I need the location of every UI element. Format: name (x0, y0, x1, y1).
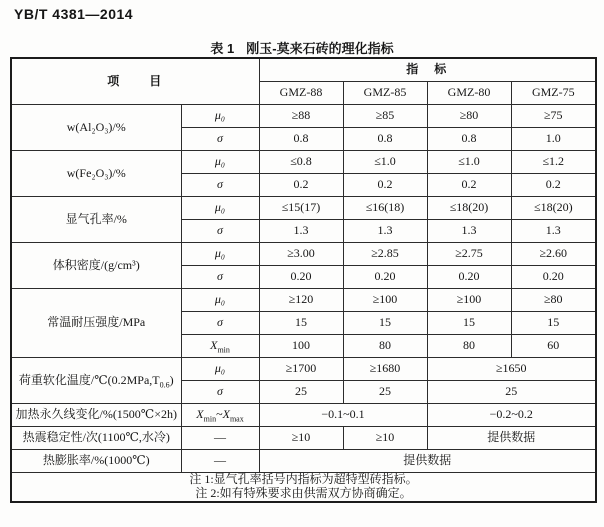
cell: 1.3 (427, 220, 511, 243)
cell: ≥2.60 (511, 243, 596, 266)
stat-sigma: σ (181, 266, 259, 289)
cell: 0.20 (427, 266, 511, 289)
cell: 60 (511, 335, 596, 358)
header-row-1 (11, 58, 596, 82)
cell: −0.2~0.2 (427, 404, 596, 427)
stat-mu: μ₀ (181, 197, 259, 220)
stat-sigma: σ (181, 312, 259, 335)
cell: 1.3 (343, 220, 427, 243)
note-2: 注 2:如有特殊要求由供需双方协商确定。 (195, 485, 412, 500)
stat-x-symbol: X (210, 338, 218, 353)
cell: 0.20 (511, 266, 596, 289)
table-row (11, 427, 596, 450)
stat-sigma: σ (181, 381, 259, 404)
stat-sigma: σ (181, 128, 259, 151)
cell: ≥2.85 (343, 243, 427, 266)
row-label-density: 体积密度/(g/cm³) (11, 243, 181, 289)
cell: 0.8 (343, 128, 427, 151)
table-row (11, 197, 596, 220)
cell: ≥2.75 (427, 243, 511, 266)
cell: ≥85 (343, 105, 427, 128)
row-label-rul (11, 358, 181, 404)
grade-header-gmz75: GMZ-75 (511, 82, 596, 105)
cell: ≥10 (343, 427, 427, 450)
stat-tilde: ~ (216, 407, 223, 422)
cell: 0.8 (427, 128, 511, 151)
cell: ≥1650 (427, 358, 596, 381)
cell: 0.2 (511, 174, 596, 197)
stat-min-subscript: min (217, 345, 230, 355)
cell: ≥10 (259, 427, 343, 450)
cell: ≤1.2 (511, 151, 596, 174)
cell: ≤0.8 (259, 151, 343, 174)
cell: 0.8 (259, 128, 343, 151)
row-label-thermal-shock: 热震稳定性/次(1100℃,水冷) (11, 427, 181, 450)
header-item: 项 目 (11, 58, 259, 105)
cell: 提供数据 (427, 427, 596, 450)
row-label-al2o3: w(Al₂O₃)/% (11, 105, 181, 151)
table-caption-title: 刚玉-莫来石砖的理化指标 (246, 41, 394, 56)
header-indicator: 指 标 (259, 58, 596, 82)
cell: ≥75 (511, 105, 596, 128)
cell: ≥80 (511, 289, 596, 312)
cell: ≥100 (343, 289, 427, 312)
cell: 0.2 (343, 174, 427, 197)
cell: 0.20 (343, 266, 427, 289)
cell: 25 (259, 381, 343, 404)
table-row (11, 450, 596, 473)
cell: 0.2 (259, 174, 343, 197)
cell: 15 (511, 312, 596, 335)
standard-number: YB/T 4381—2014 (14, 6, 134, 22)
stat-min-subscript: min (203, 414, 217, 424)
cell: ≤18(20) (511, 197, 596, 220)
table-caption (0, 38, 604, 57)
stat-xmin (181, 335, 259, 358)
cell: 1.0 (511, 128, 596, 151)
cell: ≤16(18) (343, 197, 427, 220)
spec-table (10, 57, 597, 503)
cell: ≥3.00 (259, 243, 343, 266)
stat-mu: μ₀ (181, 151, 259, 174)
cell: 80 (343, 335, 427, 358)
row-label-expansion: 热膨胀率/%(1000℃) (11, 450, 181, 473)
stat-x-symbol: X (196, 407, 204, 422)
cell: 提供数据 (259, 450, 596, 473)
cell: 0.2 (427, 174, 511, 197)
stat-mu: μ₀ (181, 243, 259, 266)
cell: ≤18(20) (427, 197, 511, 220)
grade-header-gmz80: GMZ-80 (427, 82, 511, 105)
table-row (11, 358, 596, 381)
cell: 80 (427, 335, 511, 358)
stat-x-symbol: X (222, 407, 230, 422)
cell: 100 (259, 335, 343, 358)
cell: ≤1.0 (427, 151, 511, 174)
note-1: 注 1:显气孔率括号内指标为超特型砖指标。 (189, 472, 418, 486)
stat-sigma: σ (181, 220, 259, 243)
stat-dash: — (181, 450, 259, 473)
table-row (11, 404, 596, 427)
table-caption-number: 表 1 (210, 41, 235, 56)
stat-dash: — (181, 427, 259, 450)
rul-label-subscript: 0.6 (159, 379, 170, 389)
cell: 1.3 (259, 220, 343, 243)
cell: 25 (427, 381, 596, 404)
cell: 15 (343, 312, 427, 335)
table-row (11, 289, 596, 312)
row-label-strength: 常温耐压强度/MPa (11, 289, 181, 358)
row-label-plc: 加热永久线变化/%(1500℃×2h) (11, 404, 181, 427)
cell: ≥1680 (343, 358, 427, 381)
cell: 15 (427, 312, 511, 335)
cell: 25 (343, 381, 427, 404)
rul-label-text: 荷重软化温度/℃(0.2MPa,T (18, 372, 160, 387)
cell: 0.20 (259, 266, 343, 289)
stat-mu: μ₀ (181, 289, 259, 312)
table-row (11, 105, 596, 128)
stat-max-subscript: max (229, 414, 244, 424)
stat-xmin-xmax (181, 404, 259, 427)
table-row (11, 243, 596, 266)
cell: ≥80 (427, 105, 511, 128)
cell: ≥88 (259, 105, 343, 128)
cell: ≥1700 (259, 358, 343, 381)
row-label-fe2o3: w(Fe₂O₃)/% (11, 151, 181, 197)
grade-header-gmz88: GMZ-88 (259, 82, 343, 105)
stat-mu: μ₀ (181, 358, 259, 381)
grade-header-gmz85: GMZ-85 (343, 82, 427, 105)
row-label-porosity: 显气孔率/% (11, 197, 181, 243)
stat-sigma: σ (181, 174, 259, 197)
rul-label-close: ) (169, 372, 174, 387)
cell: 1.3 (511, 220, 596, 243)
cell: ≥100 (427, 289, 511, 312)
cell: ≤15(17) (259, 197, 343, 220)
cell: ≥120 (259, 289, 343, 312)
stat-mu: μ₀ (181, 105, 259, 128)
table-notes (11, 473, 596, 502)
cell: 15 (259, 312, 343, 335)
notes-row (11, 473, 596, 502)
table-row (11, 151, 596, 174)
cell: −0.1~0.1 (259, 404, 427, 427)
cell: ≤1.0 (343, 151, 427, 174)
